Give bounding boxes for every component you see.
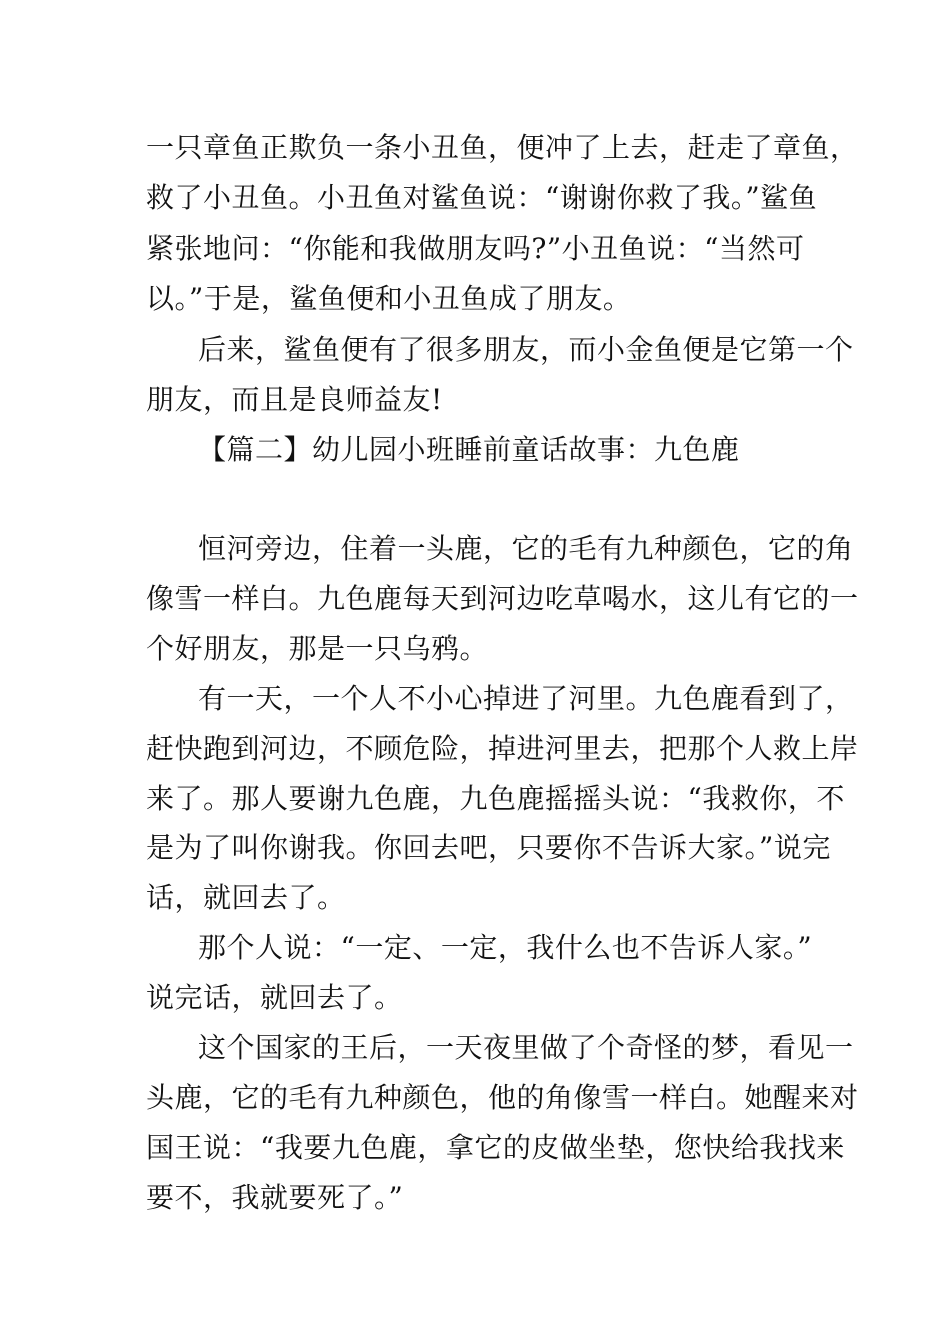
text-line: 恒河旁边，住着一头鹿，它的毛有九种颜色，它的角 xyxy=(198,532,854,565)
text-line: 是为了叫你谢我。你回去吧，只要你不告诉大家。”说完 xyxy=(146,831,831,864)
text-line: 朋友，而且是良师益友! xyxy=(146,383,443,416)
text-line: 有一天，一个人不小心掉进了河里。九色鹿看到了， xyxy=(198,682,854,715)
text-line: 来了。那人要谢九色鹿，九色鹿摇摇头说：“我救你，不 xyxy=(146,782,845,815)
text-line: 那个人说：“一定、一定，我什么也不告诉人家。” xyxy=(198,931,813,964)
text-line: 像雪一样白。九色鹿每天到河边吃草喝水，这儿有它的一 xyxy=(146,582,859,615)
text-line: 个好朋友，那是一只乌鸦。 xyxy=(146,632,489,665)
section-heading: 【篇二】幼儿园小班睡前童话故事：九色鹿 xyxy=(198,433,740,466)
text-line: 说完话，就回去了。 xyxy=(146,981,403,1014)
text-line: 国王说：“我要九色鹿，拿它的皮做坐垫，您快给我找来 xyxy=(146,1131,845,1164)
text-line: 要不，我就要死了。” xyxy=(146,1181,404,1214)
text-line: 赶快跑到河边，不顾危险，掉进河里去，把那个人救上岸 xyxy=(146,732,859,765)
text-line: 头鹿，它的毛有九种颜色，他的角像雪一样白。她醒来对 xyxy=(146,1081,859,1114)
text-line: 一只章鱼正欺负一条小丑鱼，便冲了上去，赶走了章鱼， xyxy=(146,131,859,164)
text-line: 紧张地问：“你能和我做朋友吗?”小丑鱼说：“当然可 xyxy=(146,232,805,265)
text-line: 救了小丑鱼。小丑鱼对鲨鱼说：“谢谢你救了我。”鲨鱼 xyxy=(146,181,818,214)
text-line: 以。”于是，鲨鱼便和小丑鱼成了朋友。 xyxy=(146,282,632,315)
text-line: 这个国家的王后，一天夜里做了个奇怪的梦，看见一 xyxy=(198,1031,854,1064)
text-line: 话，就回去了。 xyxy=(146,881,346,914)
text-line: 后来，鲨鱼便有了很多朋友，而小金鱼便是它第一个 xyxy=(198,333,854,366)
